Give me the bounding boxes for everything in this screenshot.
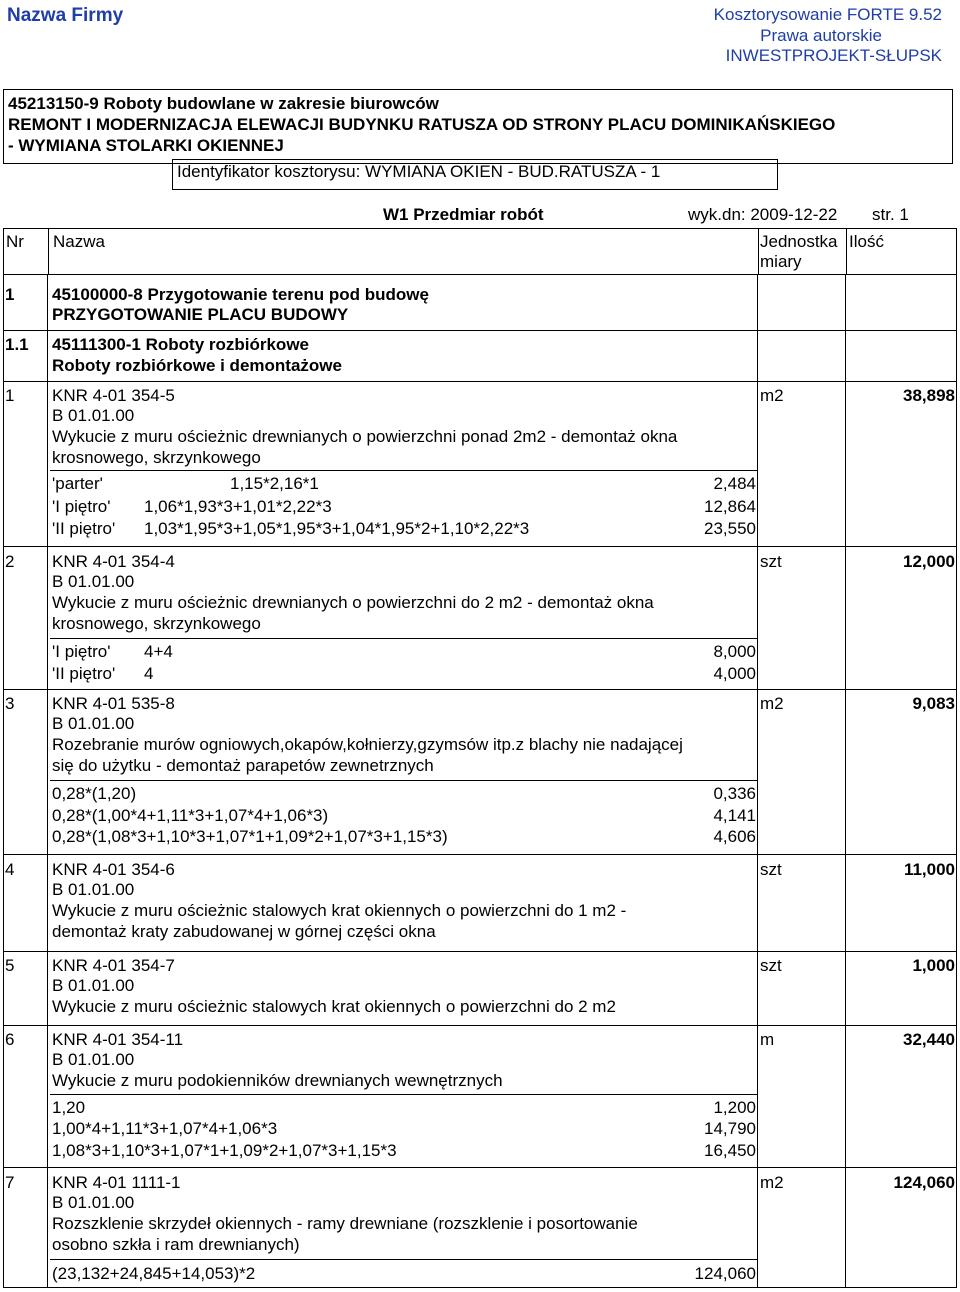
calc-expression: 1,03*1,95*3+1,05*1,95*3+1,04*1,95*2+1,10*2,22*3 <box>144 519 530 538</box>
grid-line <box>956 275 957 1287</box>
project-box <box>3 89 953 164</box>
item-number: 5 <box>5 956 15 975</box>
item-number: 1 <box>5 386 15 405</box>
project-title: REMONT I MODERNIZACJA ELEWACJI BUDYNKU RATUSZA OD STRONY PLACU DOMINIKAŃSKIEGO <box>8 115 836 134</box>
calc-value: 124,060 <box>694 1264 756 1283</box>
calc-label: 'parter' <box>52 474 103 493</box>
calc-label: 'I piętro' <box>52 642 111 661</box>
item-divider <box>3 689 957 690</box>
column-unit: Jednostka <box>760 232 838 251</box>
calc-label: 0,28*(1,20) <box>52 784 137 803</box>
company-name: INWESTPROJEKT-SŁUPSK <box>725 46 942 65</box>
column-quantity: Ilość <box>849 232 884 251</box>
item-number: 2 <box>5 552 15 571</box>
item-description: Wykucie z muru ościeżnic drewnianych o powierzchni do 2 m2 - demontaż okna <box>52 593 654 612</box>
calc-value: 12,864 <box>704 497 756 516</box>
table-bottom <box>3 1287 957 1288</box>
item-base: B 01.01.00 <box>52 1050 135 1069</box>
section-subtitle: PRZYGOTOWANIE PLACU BUDOWY <box>52 305 349 324</box>
item-description: Rozebranie murów ogniowych,okapów,kołnierzy,gzymsów itp.z blachy nie nadającej <box>52 735 683 754</box>
item-description-cont: krosnowego, skrzynkowego <box>52 448 261 467</box>
calc-value: 0,336 <box>713 784 756 803</box>
grid-line <box>47 275 48 1287</box>
column-unit-line2: miary <box>760 252 802 271</box>
calc-divider <box>50 780 758 781</box>
calc-label: 'II piętro' <box>52 519 116 538</box>
calc-label: 1,20 <box>52 1098 86 1117</box>
calc-value: 4,606 <box>713 827 756 846</box>
calc-value: 23,550 <box>704 519 756 538</box>
project-cpv: 45213150-9 Roboty budowlane w zakresie biurowców <box>8 94 439 113</box>
item-divider <box>3 1025 957 1026</box>
calc-divider <box>50 638 758 639</box>
section-title: 45100000-8 Przygotowanie terenu pod budowę <box>52 285 429 304</box>
calc-expression: 1,15*2,16*1 <box>230 474 319 493</box>
item-code: KNR 4-01 1111-1 <box>52 1173 181 1192</box>
item-number: 4 <box>5 860 15 879</box>
calc-label: 0,28*(1,00*4+1,11*3+1,07*4+1,06*3) <box>52 806 329 825</box>
item-base: B 01.01.00 <box>52 406 135 425</box>
document-date: wyk.dn: 2009-12-22 <box>688 205 838 224</box>
calc-label: 'II piętro' <box>52 664 116 683</box>
item-description-cont: demontaż kraty zabudowanej w górnej części okna <box>52 922 436 941</box>
item-code: KNR 4-01 354-4 <box>52 552 175 571</box>
item-unit: m <box>760 1030 775 1049</box>
item-quantity: 9,083 <box>912 694 955 713</box>
calc-label: 1,08*3+1,10*3+1,07*1+1,09*2+1,07*3+1,15*3 <box>52 1141 397 1160</box>
project-subtitle: - WYMIANA STOLARKI OKIENNEJ <box>8 136 284 155</box>
calc-expression: 4 <box>144 664 154 683</box>
calc-divider <box>50 1094 758 1095</box>
item-code: KNR 4-01 354-6 <box>52 860 175 879</box>
header-divider <box>846 229 847 274</box>
calc-divider <box>50 470 758 471</box>
item-unit: m2 <box>760 694 784 713</box>
item-unit: szt <box>760 552 782 571</box>
calc-label: 0,28*(1,08*3+1,10*3+1,07*1+1,09*2+1,07*3+1,15*3) <box>52 827 448 846</box>
item-divider <box>3 1167 957 1168</box>
rights-label: Prawa autorskie <box>760 26 882 45</box>
document-title: W1 Przedmiar robót <box>383 205 544 224</box>
calc-value: 4,000 <box>713 664 756 683</box>
section-divider <box>3 330 957 331</box>
section-title: 45111300-1 Roboty rozbiórkowe <box>52 335 309 354</box>
section-subtitle: Roboty rozbiórkowe i demontażowe <box>52 356 342 375</box>
item-code: KNR 4-01 354-5 <box>52 386 175 405</box>
item-unit: m2 <box>760 1173 784 1192</box>
item-unit: szt <box>760 956 782 975</box>
calc-value: 8,000 <box>713 642 756 661</box>
item-base: B 01.01.00 <box>52 1193 135 1212</box>
item-description: Wykucie z muru ościeżnic stalowych krat okiennych o powierzchni do 1 m2 - <box>52 901 627 920</box>
grid-line <box>757 275 758 1287</box>
item-quantity: 32,440 <box>903 1030 955 1049</box>
item-unit: szt <box>760 860 782 879</box>
item-quantity: 124,060 <box>893 1173 955 1192</box>
calc-value: 2,484 <box>713 474 756 493</box>
grid-line <box>845 275 846 1287</box>
item-description: Wykucie z muru podokienników drewnianych wewnętrznych <box>52 1071 503 1090</box>
item-number: 6 <box>5 1030 15 1049</box>
section-number: 1.1 <box>5 335 29 354</box>
item-description: Wykucie z muru ościeżnic drewnianych o powierzchni ponad 2m2 - demontaż okna <box>52 427 678 446</box>
calc-expression: 4+4 <box>144 642 173 661</box>
calc-value: 16,450 <box>704 1141 756 1160</box>
calc-value: 4,141 <box>713 806 756 825</box>
calc-value: 1,200 <box>713 1098 756 1117</box>
estimate-identifier: Identyfikator kosztorysu: WYMIANA OKIEN - BUD.RATUSZA - 1 <box>172 159 778 190</box>
column-nr: Nr <box>6 232 24 251</box>
item-code: KNR 4-01 354-11 <box>52 1030 184 1049</box>
calc-expression: 1,06*1,93*3+1,01*2,22*3 <box>144 497 332 516</box>
item-description: Rozszklenie skrzydeł okiennych - ramy drewniane (rozszklenie i posortowanie <box>52 1214 638 1233</box>
item-base: B 01.01.00 <box>52 572 135 591</box>
calc-label: 1,00*4+1,11*3+1,07*4+1,06*3 <box>52 1119 278 1138</box>
item-quantity: 12,000 <box>903 552 955 571</box>
item-divider <box>3 951 957 952</box>
calc-value: 14,790 <box>704 1119 756 1138</box>
item-quantity: 1,000 <box>912 956 955 975</box>
item-quantity: 38,898 <box>903 386 955 405</box>
item-base: B 01.01.00 <box>52 880 135 899</box>
page-number: str. 1 <box>872 205 909 224</box>
item-description: Wykucie z muru ościeżnic stalowych krat okiennych o powierzchni do 2 m2 <box>52 997 616 1016</box>
item-base: B 01.01.00 <box>52 714 135 733</box>
calc-divider <box>50 1259 758 1260</box>
header-divider <box>758 229 759 274</box>
item-description-cont: się do użytku - demontaż parapetów zewnetrznych <box>52 756 434 775</box>
item-unit: m2 <box>760 386 784 405</box>
header-divider <box>48 229 49 274</box>
grid-line <box>3 275 4 1287</box>
item-divider <box>3 381 957 382</box>
calc-label: 'I piętro' <box>52 497 111 516</box>
item-divider <box>3 854 957 855</box>
item-description-cont: osobno szkła i ram drewnianych) <box>52 1235 300 1254</box>
software-name: Kosztorysowanie FORTE 9.52 <box>713 5 942 24</box>
item-base: B 01.01.00 <box>52 976 135 995</box>
item-code: KNR 4-01 354-7 <box>52 956 175 975</box>
calc-label: (23,132+24,845+14,053)*2 <box>52 1264 256 1283</box>
item-number: 7 <box>5 1173 15 1192</box>
item-quantity: 11,000 <box>903 860 955 879</box>
column-name: Nazwa <box>53 232 105 251</box>
item-number: 3 <box>5 694 15 713</box>
table-header <box>3 228 957 275</box>
section-number: 1 <box>5 285 15 304</box>
item-divider <box>3 546 957 547</box>
item-description-cont: krosnowego, skrzynkowego <box>52 614 261 633</box>
firm-name: Nazwa Firmy <box>7 5 124 26</box>
item-code: KNR 4-01 535-8 <box>52 694 175 713</box>
